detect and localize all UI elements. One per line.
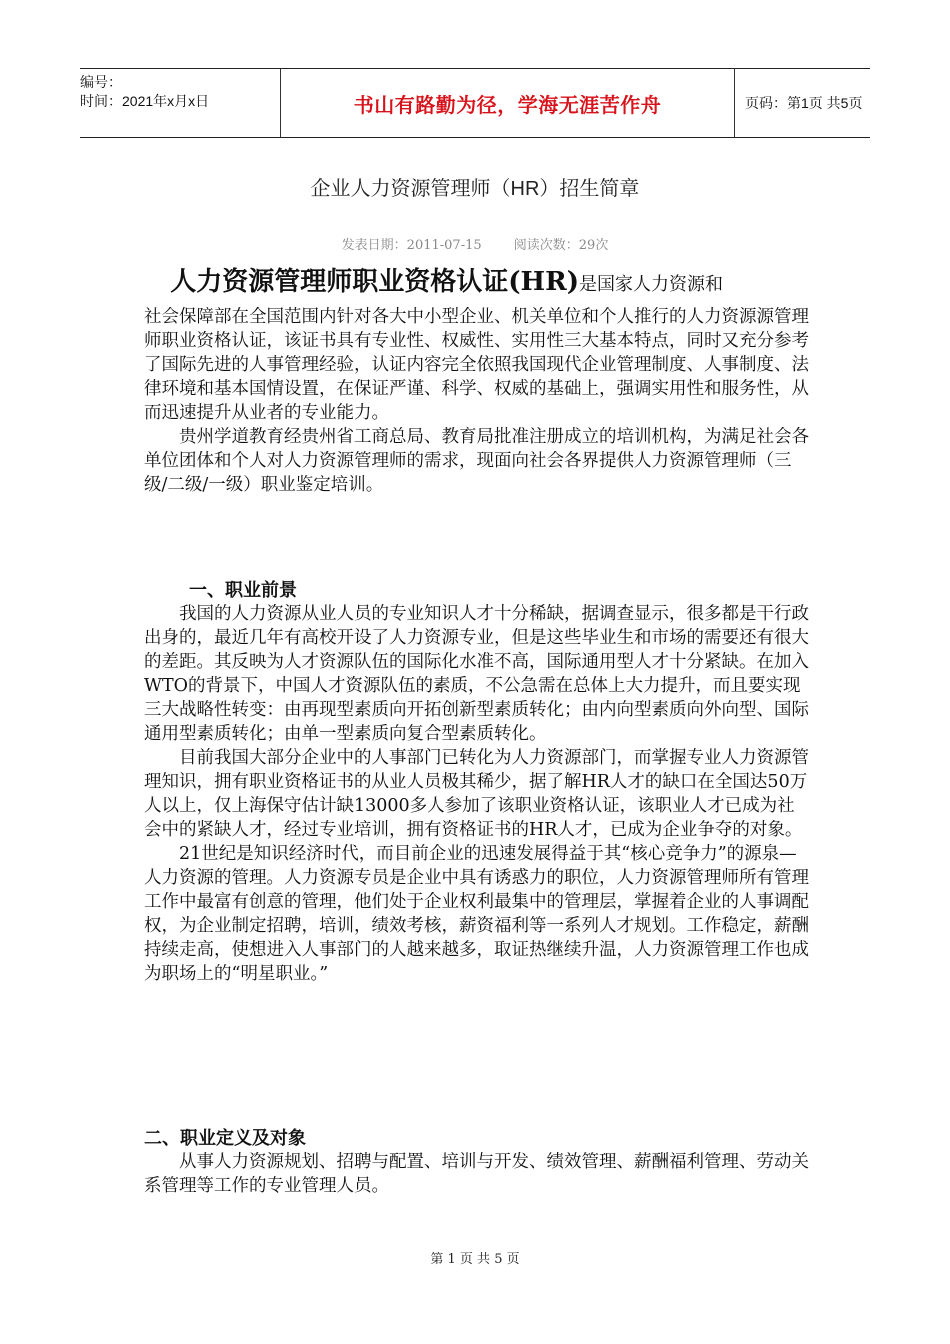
header-table	[80, 68, 870, 138]
header-center-cell	[280, 69, 735, 137]
motto: 书山有路勤为径，学海无涯苦作舟	[353, 94, 662, 117]
article-meta	[0, 234, 950, 253]
lead-bold-text: 人力资源管理师职业资格认证(HR)	[170, 267, 580, 297]
section-1-paragraph-2: 目前我国大部分企业中的人事部门已转化为人力资源部门，而掌握专业人力资源管理知识，拥有职业资格证书的从业人员极其稀少，据了解HR人才的缺口在全国达50万人以上，仅上海保守估计缺13000多人参加了该职业资格认证，该职业人才已成为社会中的紧缺人才，经过专业培训，拥有资格证书的HR人才，已成为企业争夺的对象。	[144, 748, 809, 840]
section-2	[144, 1126, 812, 1198]
article-title: 企业人力资源管理师（HR）招生简章	[310, 178, 640, 200]
section-1	[144, 578, 812, 986]
page-footer: 第 1 页 共 5 页	[430, 1252, 520, 1267]
lead-line	[144, 262, 812, 305]
number-label: 编号：	[80, 74, 122, 90]
paragraph-intro: 社会保障部在全国范围内针对各大中小型企业、机关单位和个人推行的人力资源源管理师职业资格认证，该证书具有专业性、权威性、实用性三大基本特点，同时又充分参考了国际先进的人事管理经验，认证内容完全依照我国现代企业管理制度、人事制度、法律环境和基本国情设置，在保证严谨、科学、权威的基础上，强调实用性和服务性，从而迅速提升从业者的专业能力。	[144, 307, 809, 423]
publish-date: 发表日期：2011-07-15	[341, 238, 482, 253]
header-right-cell	[735, 69, 870, 137]
read-count: 阅读次数：29次	[513, 238, 609, 253]
section-2-paragraph-1: 从事人力资源规划、招聘与配置、培训与开发、绩效管理、薪酬福利管理、劳动关系管理等工作的专业管理人员。	[144, 1152, 809, 1196]
section-1-heading: 一、职业前景	[189, 580, 297, 600]
time-label: 时间：2021年x月x日	[80, 93, 210, 109]
article-body	[144, 262, 812, 497]
section-2-heading: 二、职业定义及对象	[144, 1128, 306, 1148]
section-1-paragraph-3: 21世纪是知识经济时代，而目前企业的迅速发展得益于其“核心竞争力”的源泉—人力资源的管理。人力资源专员是企业中具有诱惑力的职位，人力资源管理师所有管理工作中最富有创意的管理，他们处于企业权利最集中的管理层，掌握着企业的人事调配权，为企业制定招聘，培训，绩效考核，薪资福利等一系列人才规划。工作稳定，薪酬持续走高，使想进入人事部门的人越来越多，取证热继续升温，人力资源管理工作也成为职场上的“明星职业。”	[144, 844, 809, 984]
lead-rest-text: 是国家人力资源和	[579, 274, 724, 295]
paragraph-school: 贵州学道教育经贵州省工商总局、教育局批准注册成立的培训机构，为满足社会各单位团体和个人对人力资源管理师的需求，现面向社会各界提供人力资源管理师（三级/二级/一级）职业鉴定培训。	[144, 427, 809, 495]
header-left-cell	[80, 69, 280, 137]
section-1-paragraph-1: 我国的人力资源从业人员的专业知识人才十分稀缺，据调查显示，很多都是干行政出身的，最近几年有高校开设了人力资源专业，但是这些毕业生和市场的需要还有很大的差距。其反映为人才资源队伍的国际化水准不高，国际通用型人才十分紧缺。在加入WTO的背景下，中国人才资源队伍的素质，不公急需在总体上大力提升，而且要实现三大战略性转变：由再现型素质向开拓创新型素质转化；由内向型素质向外向型、国际通用型素质转化；由单一型素质向复合型素质转化。	[144, 604, 809, 744]
page-label: 页码：第1页 共5页	[745, 95, 863, 111]
